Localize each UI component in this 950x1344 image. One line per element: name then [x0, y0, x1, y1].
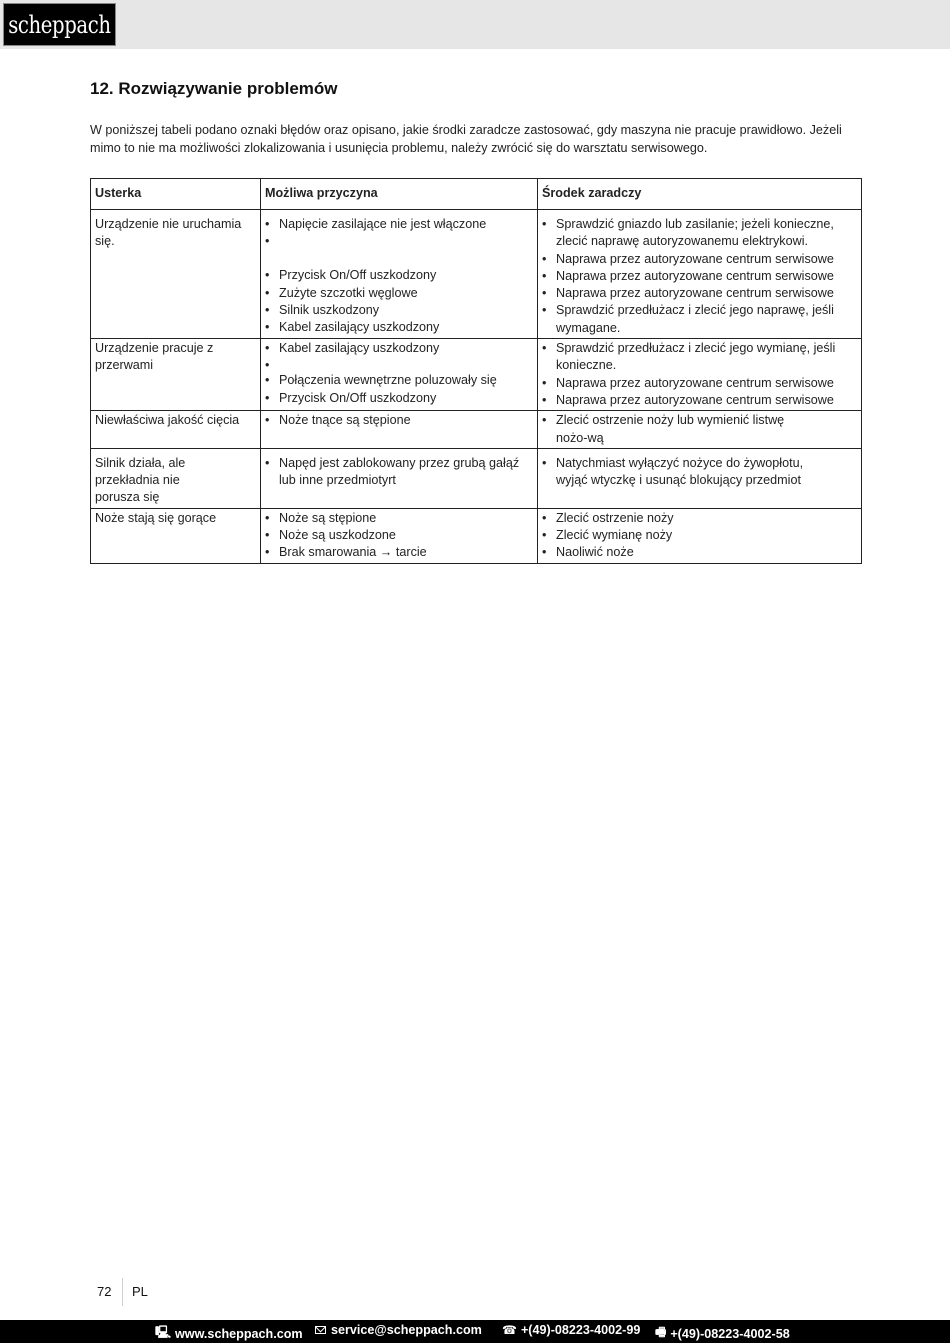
footer-divider [122, 1278, 123, 1306]
list-item: • Noże tnące są stępione [265, 412, 533, 429]
email-link[interactable]: service@scheppach.com [331, 1323, 482, 1337]
website-link[interactable]: www.scheppach.com [175, 1326, 303, 1341]
cause-cell [261, 411, 538, 449]
list-item: • Zlecić wymianę noży [542, 527, 857, 544]
cause-cell [261, 448, 538, 508]
fax-contact [655, 1323, 790, 1344]
fax-icon: 🖷 [655, 1325, 667, 1339]
remedy-cell [538, 339, 862, 411]
header-fault: Usterka [91, 179, 261, 210]
list-item: • Naprawa przez autoryzowane centrum serwisowe [542, 268, 857, 285]
fault-cell: Silnik działa, ale przekładnia nie porusza się [91, 448, 261, 508]
phone-contact[interactable] [502, 1323, 640, 1337]
table-row [91, 210, 862, 339]
computer-icon: 🖳 [155, 1325, 172, 1339]
header-cause: Możliwa przyczyna [261, 179, 538, 210]
table-row [91, 339, 862, 411]
cause-cell [261, 508, 538, 563]
list-item: • Zlecić ostrzenie noży lub wymienić listwę nożo-wą [542, 412, 857, 447]
list-item: • Napięcie zasilające nie jest włączone [265, 216, 533, 233]
list-item: • Sprawdzić przedłużacz i zlecić jego naprawę, jeśli wymagane. [542, 302, 857, 337]
list-item: • Zużyte szczotki węglowe [265, 285, 533, 302]
list-item: • Zlecić ostrzenie noży [542, 510, 857, 527]
table-row [91, 411, 862, 449]
fault-cell: Noże stają się gorące [91, 508, 261, 563]
list-item: • Noże są stępione [265, 510, 533, 527]
table-row [91, 448, 862, 508]
email-contact[interactable] [315, 1323, 482, 1337]
remedy-cell [538, 210, 862, 339]
table-header-row [91, 179, 862, 210]
contact-bar [0, 1320, 950, 1343]
list-item: • Noże są uszkodzone [265, 527, 533, 544]
brand-logo [3, 3, 116, 46]
logo-text: scheppach [8, 10, 111, 39]
mail-icon [315, 1326, 326, 1334]
remedy-cell [538, 411, 862, 449]
header-remedy: Środek zaradczy [538, 179, 862, 210]
list-item: • Silnik uszkodzony [265, 302, 533, 319]
list-item: • Przycisk On/Off uszkodzony [265, 390, 533, 407]
list-item: • Kabel zasilający uszkodzony [265, 340, 533, 357]
list-item: • Brak smarowania → tarcie [265, 544, 533, 561]
remedy-cell [538, 448, 862, 508]
remedy-cell [538, 508, 862, 563]
list-item: • Naprawa przez autoryzowane centrum serwisowe [542, 375, 857, 392]
list-item: • Napęd jest zablokowany przez grubą gałąź lub inne przedmiotyrt [265, 455, 533, 490]
page-title: 12. Rozwiązywanie problemów [90, 79, 338, 98]
phone-number[interactable]: +(49)-08223-4002-99 [520, 1323, 641, 1337]
header-bar [0, 0, 950, 49]
fault-cell: Urządzenie pracuje z przerwami [91, 339, 261, 411]
page-number: 72 [97, 1284, 112, 1299]
intro-paragraph: W poniższej tabeli podano oznaki błędów oraz opisano, jakie środki zaradcze zastosować, gdy maszyna nie pracuje prawidłowo. Jeżeli mimo to nie ma możliwości zlokalizowania i usunięcia problemu, należy zwrócić się do warsztatu serwisowego. [90, 123, 842, 155]
list-item: • Naprawa przez autoryzowane centrum serwisowe [542, 285, 857, 302]
list-item: • Natychmiast wyłączyć nożyce do żywopłotu, wyjąć wtyczkę i usunąć blokujący przedmiot [542, 455, 857, 490]
list-item: • Sprawdzić przedłużacz i zlecić jego wymianę, jeśli konieczne. [542, 340, 857, 375]
list-spacer [265, 233, 533, 267]
list-item: • Naprawa przez autoryzowane centrum serwisowe [542, 392, 857, 409]
fault-cell: Urządzenie nie uruchamia się. [91, 210, 261, 339]
list-item: • Naprawa przez autoryzowane centrum serwisowe [542, 251, 857, 268]
list-item: • Naoliwić noże [542, 544, 857, 561]
list-item: • Sprawdzić gniazdo lub zasilanie; jeżeli konieczne, zlecić naprawę autoryzowanemu elektrykowi. [542, 216, 857, 251]
fax-number: +(49)-08223-4002-58 [670, 1326, 790, 1341]
website-contact[interactable] [155, 1323, 303, 1344]
language-code: PL [132, 1284, 148, 1299]
list-item: • Połączenia wewnętrzne poluzowały się [265, 372, 533, 389]
table-row [91, 508, 862, 563]
cause-cell [261, 210, 538, 339]
list-spacer [265, 357, 533, 372]
troubleshooting-table [90, 178, 862, 564]
phone-icon: ☎ [502, 1323, 517, 1337]
list-item: • Kabel zasilający uszkodzony [265, 319, 533, 336]
fault-cell: Niewłaściwa jakość cięcia [91, 411, 261, 449]
cause-cell [261, 339, 538, 411]
list-item: • Przycisk On/Off uszkodzony [265, 267, 533, 284]
